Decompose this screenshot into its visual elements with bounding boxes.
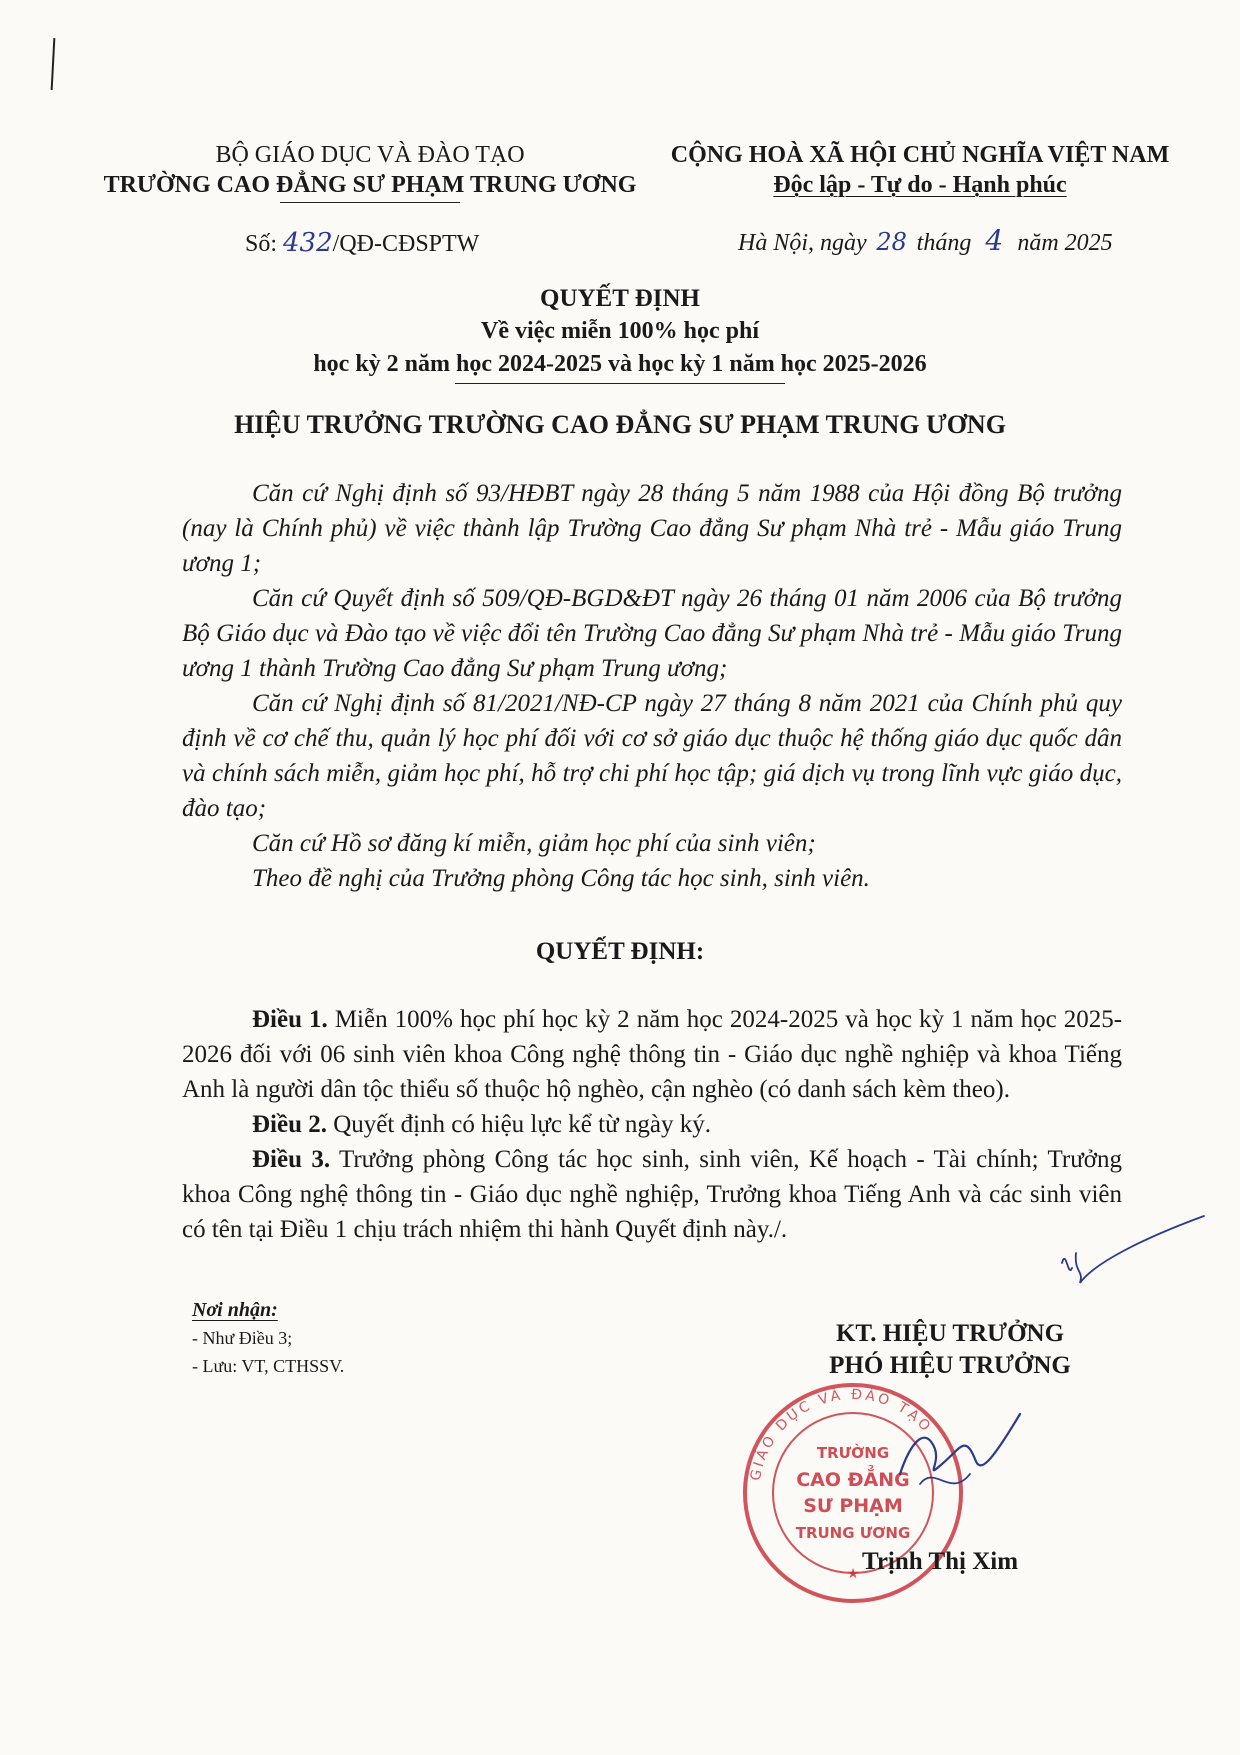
state-block <box>660 140 1180 200</box>
articles-section <box>182 1002 1122 1247</box>
article-label: Điều 1. <box>252 1006 328 1033</box>
signature-line1: KT. HIỆU TRƯỞNG <box>835 1320 1065 1347</box>
date-month-label: tháng <box>916 230 972 256</box>
svg-text:★: ★ <box>846 1567 860 1582</box>
stamp-ring-text: GIÁO DỤC VÀ ĐÀO TẠO <box>747 1386 936 1482</box>
article-2 <box>182 1107 1122 1142</box>
basis-item: Căn cứ Hồ sơ đăng kí miễn, giảm học phí của sinh viên; <box>252 830 816 857</box>
margin-mark <box>51 38 56 90</box>
document-date <box>738 226 1113 258</box>
stamp-line4: TRUNG ƯƠNG <box>795 1524 911 1542</box>
article-3 <box>182 1142 1122 1247</box>
recipient-item: - Lưu: VT, CTHSSV. <box>192 1356 345 1376</box>
basis-item: Căn cứ Nghị định số 81/2021/NĐ-CP ngày 27 tháng 8 năm 2021 của Chính phủ quy định về cơ chế thu, quản lý học phí đối với cơ sở giáo dục thuộc hệ thống giáo dục quốc dân và chính sách miễn, giảm học phí, hỗ trợ chi phí học tập; giá dịch vụ trong lĩnh vực giáo dục, đào tạo; <box>182 690 1122 822</box>
basis-item: Căn cứ Nghị định số 93/HĐBT ngày 28 tháng 5 năm 1988 của Hội đồng Bộ trưởng (nay là Chính phủ) về việc thành lập Trường Cao đẳng Sư phạm Nhà trẻ - Mẫu giáo Trung ương 1; <box>182 480 1122 577</box>
article-label: Điều 2. <box>252 1111 327 1138</box>
authority: HIỆU TRƯỞNG TRƯỜNG CAO ĐẲNG SƯ PHẠM TRUNG ƯƠNG <box>234 410 1006 439</box>
stamp-line1: TRƯỜNG <box>816 1444 890 1462</box>
title-underline <box>455 383 785 384</box>
article-text: Quyết định có hiệu lực kể từ ngày ký. <box>333 1111 711 1138</box>
school-name: TRƯỜNG CAO ĐẲNG SƯ PHẠM TRUNG ƯƠNG <box>103 172 637 198</box>
stamp-line3: SƯ PHẠM <box>803 1495 903 1517</box>
date-place: Hà Nội, ngày <box>738 230 867 256</box>
motto: Độc lập - Tự do - Hạnh phúc <box>773 172 1067 198</box>
bases-section <box>182 476 1122 896</box>
signer-name: Trịnh Thị Xim <box>862 1548 1019 1575</box>
article-text: Miễn 100% học phí học kỳ 2 năm học 2024-2025 và học kỳ 1 năm học 2025-2026 đối với 06 sinh viên khoa Công nghệ thông tin - Giáo dục nghề nghiệp và khoa Tiếng Anh là người dân tộc thiểu số thuộc hộ nghèo, cận nghèo (có danh sách kèm theo). <box>182 1006 1123 1103</box>
signature-line2: PHÓ HIỆU TRƯỞNG <box>829 1352 1071 1379</box>
handwritten-signature <box>880 1404 1030 1514</box>
ministry-name: BỘ GIÁO DỤC VÀ ĐÀO TẠO <box>215 142 525 168</box>
title-sub2: học kỳ 2 năm học 2024-2025 và học kỳ 1 năm học 2025-2026 <box>313 351 927 377</box>
date-year: năm 2025 <box>1017 230 1113 256</box>
document-number <box>245 228 479 259</box>
article-label: Điều 3. <box>252 1146 331 1173</box>
number-prefix: Số: <box>245 231 278 257</box>
number-handwritten: 432 <box>283 228 333 258</box>
basis-item: Theo đề nghị của Trưởng phòng Công tác học sinh, sinh viên. <box>252 865 870 892</box>
issuer-block <box>90 140 650 203</box>
title-block <box>120 282 1120 384</box>
signature-title <box>780 1318 1120 1382</box>
number-suffix: /QĐ-CĐSPTW <box>332 231 480 257</box>
initials-mark <box>1054 1208 1214 1298</box>
date-day: 28 <box>876 228 907 256</box>
decision-heading: QUYẾT ĐỊNH: <box>535 938 705 965</box>
title-main: QUYẾT ĐỊNH <box>540 285 700 312</box>
title-sub1: Về việc miễn 100% học phí <box>481 318 759 344</box>
school-underline <box>280 202 460 203</box>
recipients-block <box>192 1296 344 1380</box>
article-1 <box>182 1002 1122 1107</box>
basis-item: Căn cứ Quyết định số 509/QĐ-BGD&ĐT ngày 26 tháng 01 năm 2006 của Bộ trưởng Bộ Giáo dục và Đào tạo về việc đổi tên Trường Cao đẳng Sư phạm Nhà trẻ - Mẫu giáo Trung ương 1 thành Trường Cao đẳng Sư phạm Trung ương; <box>182 585 1122 682</box>
recipients-heading: Nơi nhận: <box>192 1299 278 1321</box>
date-month: 4 <box>985 224 1004 257</box>
article-text: Trưởng phòng Công tác học sinh, sinh viên, Kế hoạch - Tài chính; Trưởng khoa Công nghệ thông tin - Giáo dục nghề nghiệp, Trưởng khoa Tiếng Anh và các sinh viên có tên tại Điều 1 chịu trách nhiệm thi hành Quyết định này./. <box>182 1146 1122 1243</box>
recipient-item: - Như Điều 3; <box>192 1328 293 1348</box>
republic-name: CỘNG HOÀ XÃ HỘI CHỦ NGHĨA VIỆT NAM <box>670 142 1170 168</box>
stamp-line2: CAO ĐẲNG <box>796 1469 910 1491</box>
